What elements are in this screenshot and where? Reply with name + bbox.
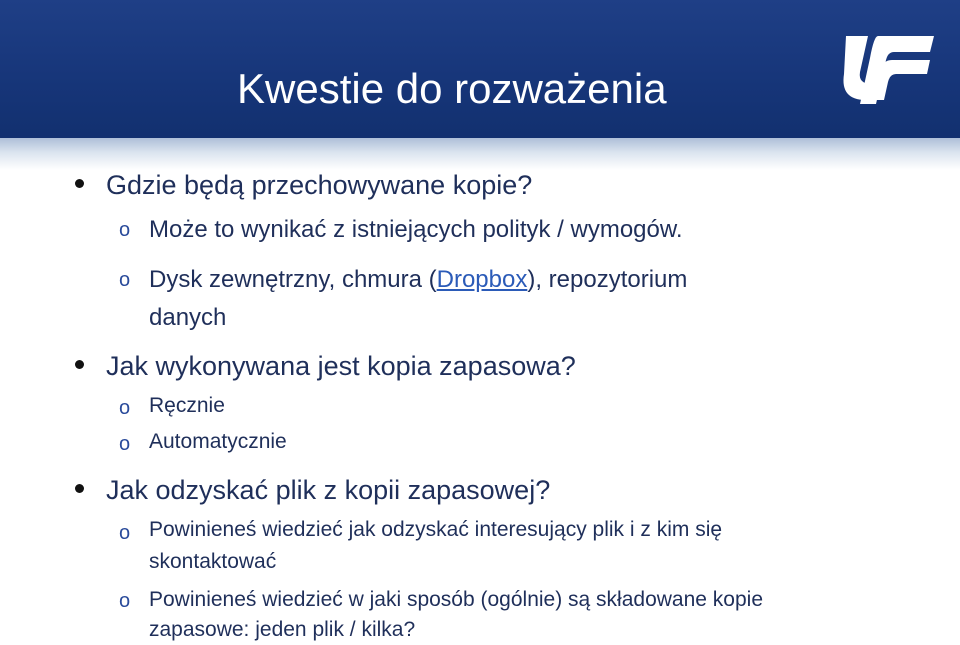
sub-bullet-point: Ręcznie bbox=[149, 394, 225, 417]
bullet-point: Gdzie będą przechowywane kopie? bbox=[106, 170, 533, 200]
title-bar-fade bbox=[0, 138, 960, 170]
sub-bullet-icon: o bbox=[119, 219, 131, 241]
sub-bullet-icon: o bbox=[119, 590, 131, 612]
bullet-icon bbox=[75, 179, 84, 188]
bullet-icon bbox=[75, 360, 84, 369]
bullet-point: Jak wykonywana jest kopia zapasowa? bbox=[106, 351, 576, 381]
sub-bullet-point: Może to wynikać z istniejących polityk / wymogów. bbox=[149, 216, 683, 243]
sub-bullet-continuation: zapasowe: jeden plik / kilka? bbox=[149, 618, 416, 641]
sub-bullet-text: Dysk zewnętrzny, chmura ( bbox=[149, 266, 437, 293]
sub-bullet-continuation: skontaktować bbox=[149, 550, 277, 573]
university-logo-icon bbox=[838, 28, 940, 110]
slide-title: Kwestie do rozważenia bbox=[237, 65, 667, 112]
dropbox-link[interactable]: Dropbox bbox=[436, 266, 528, 293]
sub-bullet-icon: o bbox=[119, 433, 131, 455]
sub-bullet-icon: o bbox=[119, 397, 131, 419]
sub-bullet-point: Powinieneś wiedzieć jak odzyskać interesujący plik i z kim się bbox=[149, 518, 723, 541]
sub-bullet-point: Automatycznie bbox=[149, 430, 287, 453]
sub-bullet-point: Powinieneś wiedzieć w jaki sposób (ogólnie) są składowane kopie bbox=[149, 588, 764, 611]
bullet-icon bbox=[75, 484, 84, 493]
sub-bullet-text: ), repozytorium bbox=[527, 266, 688, 293]
sub-bullet-icon: o bbox=[119, 269, 131, 291]
sub-bullet-continuation: danych bbox=[149, 304, 227, 331]
bullet-point: Jak odzyskać plik z kopii zapasowej? bbox=[106, 475, 551, 505]
sub-bullet-icon: o bbox=[119, 522, 131, 544]
sub-bullet-point bbox=[149, 265, 687, 295]
